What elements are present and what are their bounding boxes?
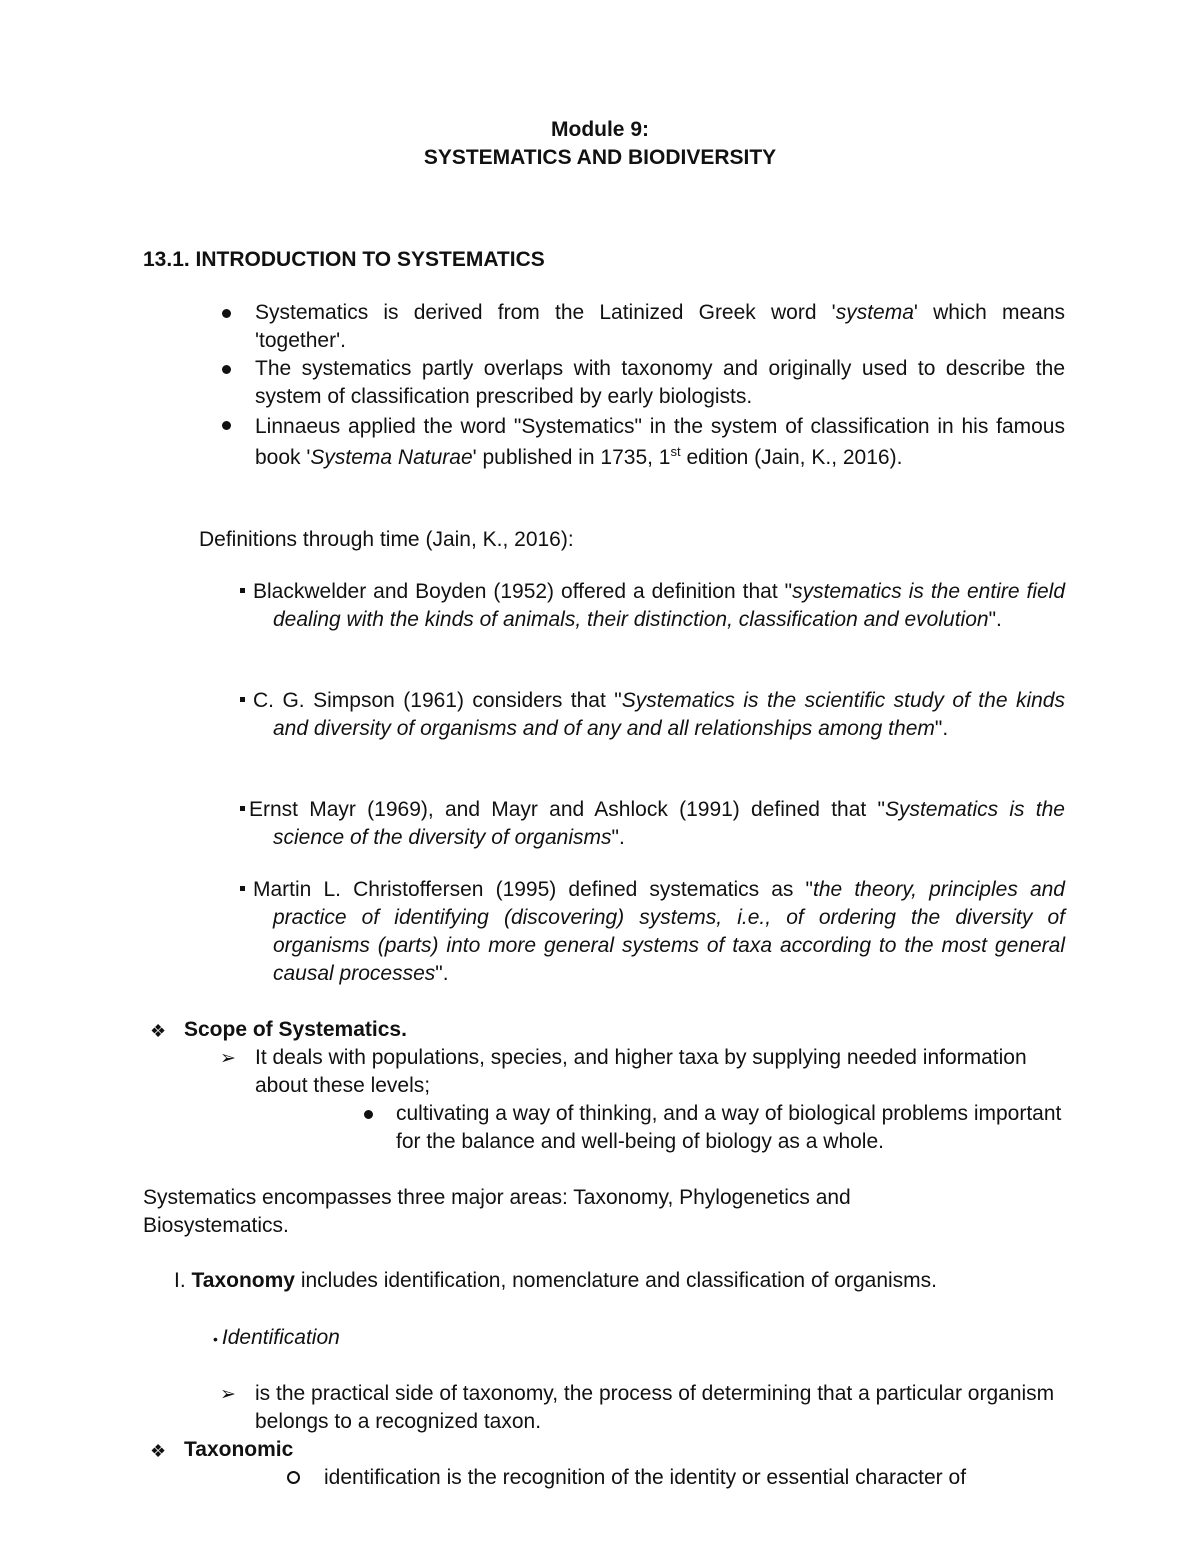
square-bullet-icon xyxy=(240,806,245,811)
square-bullet-icon xyxy=(240,886,245,891)
scope-arrow-item: It deals with populations, species, and higher taxa by supplying needed information about these levels; xyxy=(255,1046,1027,1097)
areas-paragraph: Systematics encompasses three major areas: Taxonomy, Phylogenetics and Biosystematics. xyxy=(143,1186,851,1237)
identification-text: is the practical side of taxonomy, the process of determining that a particular organism belongs to a recognized taxon. xyxy=(255,1382,1055,1433)
square-bullet-icon xyxy=(240,588,245,593)
small-bullet-icon: • xyxy=(213,1331,218,1347)
page-title: SYSTEMATICS AND BIODIVERSITY xyxy=(423,146,777,169)
definition-item: Ernst Mayr (1969), and Mayr and Ashlock (1991) defined that "Systematics is the science of the diversity of organisms". xyxy=(240,796,1065,852)
scope-heading: Scope of Systematics. xyxy=(184,1018,407,1041)
taxonomic-heading: Taxonomic xyxy=(184,1438,294,1461)
bullet-icon xyxy=(222,365,231,374)
section-heading: 13.1. INTRODUCTION TO SYSTEMATICS xyxy=(143,248,545,271)
intro-bullet-1: Systematics is derived from the Latinized Greek word 'systema' which means 'together'. xyxy=(255,301,1065,352)
taxonomy-line: I. Taxonomy includes identification, nomenclature and classification of organisms. xyxy=(174,1269,937,1292)
diamond-bullet-icon: ❖ xyxy=(150,1021,167,1041)
definition-item: Martin L. Christoffersen (1995) defined systematics as "the theory, principles and practice of identifying (discovering) systems, i.e., of ordering the diversity of organisms (parts) into more general systems of taxa according to the most general causal processes". xyxy=(240,876,1065,988)
intro-bullet-3: Linnaeus applied the word "Systematics" in the system of classification in his famous book 'Systema Naturae' published in 1735, 1st edition (Jain, K., 2016). xyxy=(255,415,1065,469)
arrow-bullet-icon: ➢ xyxy=(220,1048,236,1069)
arrow-bullet-icon: ➢ xyxy=(220,1384,236,1405)
bullet-icon xyxy=(364,1110,373,1119)
diamond-bullet-icon: ❖ xyxy=(150,1441,167,1461)
scope-sub-item: cultivating a way of thinking, and a way of biological problems important for the balance and well-being of biology as a whole. xyxy=(396,1102,1062,1153)
definition-item: C. G. Simpson (1961) considers that "Systematics is the scientific study of the kinds and diversity of organisms and of any and all relationships among them". xyxy=(240,687,1065,743)
module-label: Module 9: xyxy=(551,118,649,141)
bullet-icon xyxy=(222,421,231,430)
circle-bullet-icon xyxy=(287,1471,300,1484)
square-bullet-icon xyxy=(240,697,245,702)
taxonomic-item: identification is the recognition of the identity or essential character of xyxy=(324,1466,967,1489)
definition-item: Blackwelder and Boyden (1952) offered a definition that "systematics is the entire field dealing with the kinds of animals, their distinction, classification and evolution". xyxy=(240,578,1065,634)
definitions-heading: Definitions through time (Jain, K., 2016): xyxy=(199,528,574,551)
identification-label: • Identification xyxy=(213,1326,340,1349)
intro-bullet-2: The systematics partly overlaps with taxonomy and originally used to describe the system of classification prescribed by early biologists. xyxy=(255,357,1065,408)
bullet-icon xyxy=(222,309,231,318)
